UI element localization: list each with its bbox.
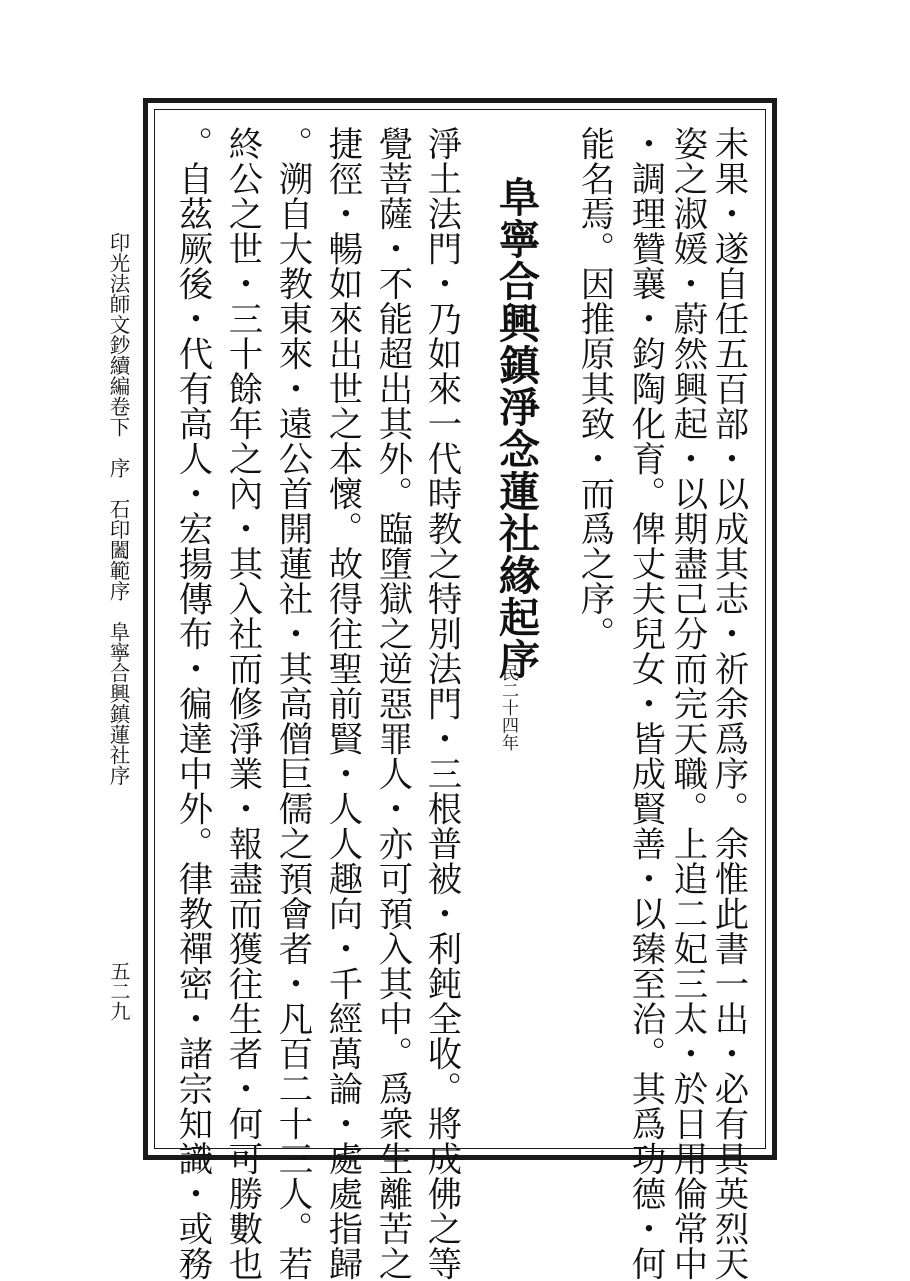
text-column-5: 淨土法門・乃如來一代時教之特別法門・三根普被・利鈍全收。將成佛之等 bbox=[421, 126, 461, 1281]
page-number: 五二九 bbox=[107, 961, 131, 1021]
section-title: 阜寧合興鎮淨念蓮社緣起序 bbox=[492, 176, 540, 680]
text-column-9: 終公之世・三十餘年之內・其入社而修淨業・報盡而獲往生者・何可勝數也 bbox=[222, 126, 262, 1281]
text-column-2: 姿之淑媛・蔚然興起・以期盡己分而完天職。上追二妃三太・於日用倫常中 bbox=[667, 126, 707, 1281]
text-column-7: 捷徑・暢如來出世之本懷。故得往聖前賢・人人趣向・千經萬論・處處指歸 bbox=[322, 126, 362, 1281]
text-column-6: 覺菩薩・不能超出其外。臨墮獄之逆惡罪人・亦可預入其中。爲衆生離苦之 bbox=[372, 126, 412, 1281]
text-column-3: ・調理贊襄・鈞陶化育。俾丈夫兒女・皆成賢善・以臻至治。其爲功德・何 bbox=[625, 126, 665, 1281]
text-column-1: 未果・遂自任五百部・以成其志・祈余爲序。余惟此書一出・必有具英烈天 bbox=[708, 126, 748, 1281]
text-column-10: 。自茲厥後・代有高人・宏揚傳布・徧達中外。律教禪密・諸宗知識・或務 bbox=[172, 126, 212, 1281]
running-header: 印光法師文鈔續編卷下 序 石印闔範序 阜寧合興鎮蓮社序 bbox=[106, 232, 130, 786]
text-column-4: 能名焉。因推原其致・而爲之序。 bbox=[574, 126, 614, 651]
date-note: 民二十四年 bbox=[498, 664, 518, 752]
text-column-8: 。溯自大教東來・遠公首開蓮社・其高僧巨儒之預會者・凡百二十三人。若 bbox=[272, 126, 312, 1281]
